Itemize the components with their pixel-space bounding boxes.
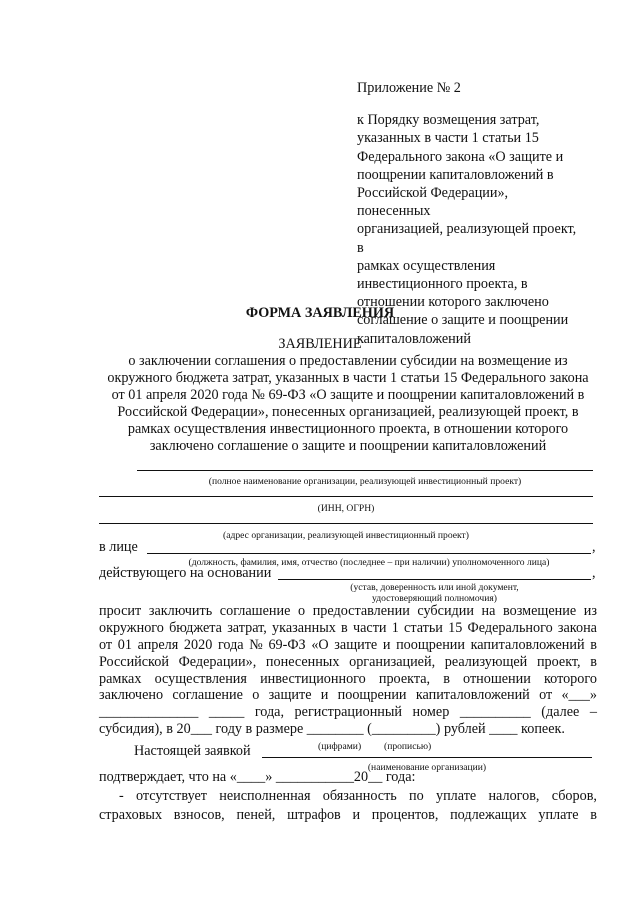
appendix-line: указанных в части 1 статьи 15 xyxy=(357,130,539,147)
request-paragraph xyxy=(99,603,597,738)
request-line-text xyxy=(99,704,597,721)
word: (далее xyxy=(541,704,580,721)
in-person-field[interactable] xyxy=(147,553,591,554)
acting-field[interactable] xyxy=(278,579,591,580)
request-line-text xyxy=(99,620,597,637)
appendix-line: Федерального закона «О защите и xyxy=(357,148,564,165)
word: обязанность xyxy=(322,788,397,804)
word: в xyxy=(443,670,450,687)
word: инвестиционного xyxy=(260,670,366,687)
word: понесенных xyxy=(265,653,340,670)
word: – xyxy=(589,704,597,721)
word: по xyxy=(409,788,424,804)
word: бюджета xyxy=(169,619,222,636)
request-line-text xyxy=(99,654,597,671)
statement-subtitle xyxy=(100,353,596,454)
word: регистрационный xyxy=(294,704,402,721)
request-line xyxy=(99,637,597,654)
word: штрафов xyxy=(287,806,341,823)
word: от xyxy=(99,636,113,653)
word: соглашение xyxy=(172,687,243,704)
request-line xyxy=(99,620,597,637)
request-line xyxy=(99,603,597,620)
confirm-org-field[interactable] xyxy=(262,757,592,758)
word: подлежащих xyxy=(450,806,527,823)
word: поощрении xyxy=(396,636,465,653)
word: защите xyxy=(334,636,378,653)
request-line-text xyxy=(99,671,597,688)
word: поощрении xyxy=(337,687,407,704)
statement-subtitle-line: окружного бюджета затрат, указанных в части 1 статьи 15 Федерального закона xyxy=(107,369,589,386)
confirm-item xyxy=(99,787,597,824)
word: и xyxy=(352,806,361,823)
confirm-label: Настоящей заявкой xyxy=(134,743,251,759)
word: отсутствует xyxy=(136,788,207,804)
request-line xyxy=(99,671,597,688)
word: неисполненная xyxy=(219,788,311,804)
word: просит xyxy=(99,603,142,619)
word: окружного xyxy=(99,619,164,636)
appendix-line: рамках осуществления xyxy=(357,257,496,274)
word: 2020 xyxy=(183,636,213,653)
statement-subtitle-line: рамках осуществления инвестиционного проекта, в отношении которого xyxy=(127,420,569,437)
in-person-comma: , xyxy=(592,539,596,555)
statement-subtitle-line: о заключении соглашения о предоставлении субсидии на возмещение из xyxy=(128,353,568,369)
word: статьи xyxy=(404,619,443,636)
request-line xyxy=(99,654,597,671)
statement-title: ЗАЯВЛЕНИЕ xyxy=(278,336,362,352)
word: из xyxy=(583,603,597,619)
word: уплате xyxy=(538,806,579,823)
statement-subtitle-line: от 01 апреля 2020 года № 69-ФЗ «О защите и поощрении капиталовложений в xyxy=(111,386,585,403)
word: защите xyxy=(268,687,312,704)
appendix-number: Приложение № 2 xyxy=(357,80,461,96)
request-line xyxy=(99,721,597,738)
word: капиталовложений xyxy=(470,636,585,653)
request-line-text xyxy=(99,603,597,620)
word: - xyxy=(119,788,124,804)
word: страховых xyxy=(99,806,163,823)
word: «О xyxy=(311,636,329,653)
address-field[interactable] xyxy=(99,523,593,524)
word: субсидии xyxy=(417,603,474,619)
word: ______________ xyxy=(99,704,199,721)
word: уплате xyxy=(436,788,477,804)
request-line-text xyxy=(99,687,597,704)
confirm-item-text xyxy=(99,806,597,825)
word: проект, xyxy=(536,653,581,670)
inn-ogrn-caption: (ИНН, ОГРН) xyxy=(317,503,375,514)
word: __________ xyxy=(459,704,531,721)
confirm-org-caption: (наименование организации) xyxy=(367,762,487,773)
word: возмещение xyxy=(503,603,577,619)
appendix-line: организацией, реализующей проект, в xyxy=(357,221,577,256)
acting-comma: , xyxy=(592,565,596,581)
request-line-text xyxy=(99,637,597,654)
word: о xyxy=(297,603,306,619)
confirm-item-line xyxy=(99,806,597,825)
acting-caption-1: (устав, доверенность или иной документ, xyxy=(350,582,519,593)
word: заключено xyxy=(99,687,164,704)
word: закона xyxy=(557,619,597,636)
word: № xyxy=(249,636,263,653)
word: в xyxy=(590,653,597,670)
word: 01 xyxy=(117,636,132,653)
word: предоставлении xyxy=(312,603,410,619)
acting-caption-2: удостоверяющий полномочия) xyxy=(372,593,497,604)
word: 15 xyxy=(448,619,463,636)
org-name-field[interactable] xyxy=(137,470,593,471)
word: осуществления xyxy=(154,670,247,687)
word: апреля xyxy=(137,636,179,653)
word: организацией, xyxy=(349,653,436,670)
confirm-item-text xyxy=(99,787,597,806)
appendix-line: отношении которого заключено xyxy=(357,294,549,311)
request-line xyxy=(99,704,597,721)
word: части xyxy=(352,619,387,636)
word: пеней, xyxy=(236,806,276,823)
word: рамках xyxy=(99,670,142,687)
word: Федерального xyxy=(467,619,553,636)
word: отношении xyxy=(463,670,531,687)
form-title: ФОРМА ЗАЯВЛЕНИЯ xyxy=(245,305,395,321)
in-person-caption: (должность, фамилия, имя, отчество (последнее – при наличии) уполномоченного лица) xyxy=(188,557,550,568)
word: указанных xyxy=(272,619,336,636)
request-line xyxy=(99,687,597,704)
word: заключить xyxy=(148,603,213,619)
word: года, xyxy=(254,704,285,721)
address-caption: (адрес организации, реализующей инвестиционный проект) xyxy=(223,530,469,541)
word: в xyxy=(590,806,597,823)
word: и xyxy=(320,687,329,704)
appendix-line: соглашение о защите и поощрении xyxy=(357,312,569,329)
word: реализующей xyxy=(444,653,528,670)
word: взносов, xyxy=(173,806,225,823)
word: проекта, xyxy=(378,670,431,687)
statement-subtitle-line: заключено соглашение о защите и поощрении капиталовложений xyxy=(149,437,547,454)
confirm-item-line xyxy=(99,787,597,806)
appendix-line: капиталовложений xyxy=(357,330,471,347)
request-line-text: субсидия), в 20___ году в размере ________ (_________) рублей ____ копеек. xyxy=(99,721,565,738)
word: и xyxy=(382,636,391,653)
appendix-line: инвестиционного проекта, в xyxy=(357,276,528,293)
word: в xyxy=(590,636,597,653)
in-person-label: в лице xyxy=(99,539,138,555)
word: о xyxy=(252,687,260,704)
word: соглашение xyxy=(219,603,291,619)
org-name-caption: (полное наименование организации, реализующей инвестиционный проект) xyxy=(208,476,522,487)
statement-subtitle-line: Российской Федерации», понесенных организацией, реализующей проект, в xyxy=(117,403,579,420)
word: «___» xyxy=(561,687,597,704)
word: процентов, xyxy=(371,806,439,823)
words-caption: (прописью) xyxy=(384,741,432,752)
word: на xyxy=(481,603,496,619)
word: 69-ФЗ xyxy=(268,636,306,653)
word: в xyxy=(341,619,348,636)
word: которого xyxy=(543,670,597,687)
word: затрат, xyxy=(227,619,267,636)
appendix-line: к Порядку возмещения затрат, xyxy=(357,112,540,129)
confirm-date-line: подтверждает, что на «____» ___________20__ года: xyxy=(99,769,416,785)
word: сборов, xyxy=(551,788,597,804)
word: Российской xyxy=(99,653,169,670)
word: налогов, xyxy=(488,788,540,804)
word: Федерации», xyxy=(178,653,257,670)
inn-ogrn-field[interactable] xyxy=(99,496,593,497)
word: капиталовложений xyxy=(415,687,530,704)
word: _____ xyxy=(208,704,245,721)
appendix-line: поощрении капиталовложений в xyxy=(357,166,554,183)
word: года xyxy=(217,636,244,653)
digits-caption: (цифрами) xyxy=(318,741,362,752)
word: номер xyxy=(412,704,450,721)
appendix-line: Российской Федерации», понесенных xyxy=(357,185,509,220)
word: 1 xyxy=(391,619,399,636)
word: от xyxy=(539,687,553,704)
acting-label: действующего на основании xyxy=(99,565,272,581)
